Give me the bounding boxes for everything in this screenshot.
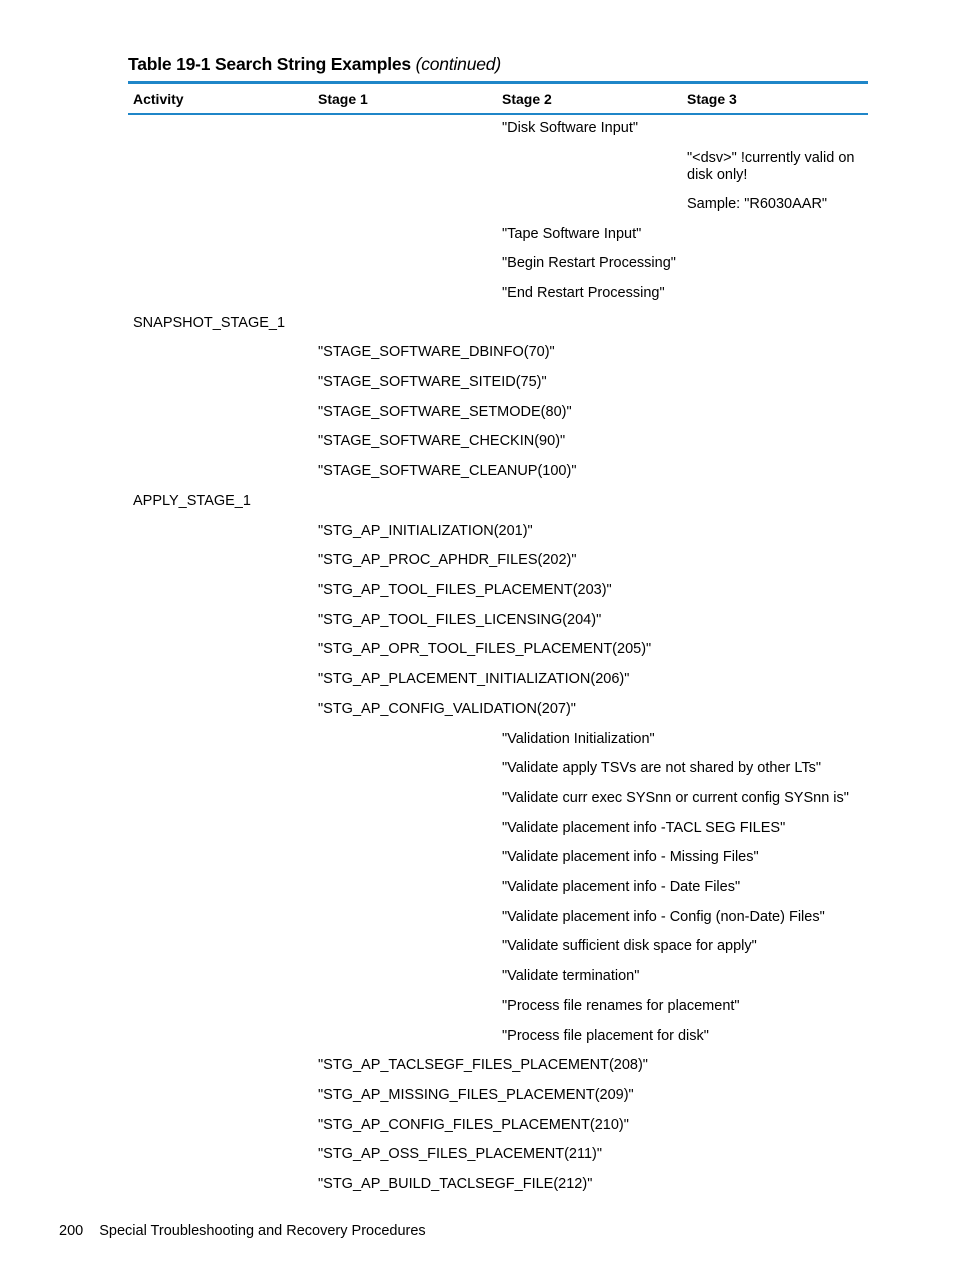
table-row: "Tape Software Input" (502, 226, 642, 242)
table-row: "Validate placement info - Date Files" (502, 879, 741, 895)
table-row: "Process file renames for placement" (502, 998, 740, 1014)
table-row: "STG_AP_CONFIG_VALIDATION(207)" (318, 701, 576, 717)
table-row: "STG_AP_BUILD_TACLSEGF_FILE(212)" (318, 1176, 593, 1192)
table-row: "Validate termination" (502, 968, 640, 984)
table-row: "Begin Restart Processing" (502, 255, 676, 271)
footer-section-title: Special Troubleshooting and Recovery Procedures (99, 1223, 426, 1239)
table-row: "Validate sufficient disk space for apply" (502, 938, 757, 954)
table-row: "Validate curr exec SYSnn or current config SYSnn is" (502, 790, 849, 806)
table-row: "STG_AP_INITIALIZATION(201)" (318, 523, 533, 539)
table-row: SNAPSHOT_STAGE_1 (133, 315, 286, 331)
table-row: "Validate placement info - Missing Files" (502, 849, 759, 865)
table-row: "STG_AP_TOOL_FILES_PLACEMENT(203)" (318, 582, 612, 598)
table-row: APPLY_STAGE_1 (133, 493, 251, 509)
table-row: "STG_AP_OPR_TOOL_FILES_PLACEMENT(205)" (318, 641, 652, 657)
table-header-rule (128, 113, 868, 115)
table-caption-continued: (continued) (415, 54, 501, 74)
table-row: Sample: "R6030AAR" (687, 196, 828, 212)
page-footer (59, 1223, 426, 1239)
table-row: "Validate placement info -TACL SEG FILES" (502, 820, 786, 836)
table-row: "STG_AP_CONFIG_FILES_PLACEMENT(210)" (318, 1117, 629, 1133)
column-header-stage-3: Stage 3 (687, 91, 737, 107)
table-row: "End Restart Processing" (502, 285, 665, 301)
table-row: "Validate placement info - Config (non-Date) Files" (502, 909, 825, 925)
table-row: "STAGE_SOFTWARE_CLEANUP(100)" (318, 463, 577, 479)
table-caption-label: Table 19-1 Search String Examples (128, 54, 411, 74)
table-row: "STG_AP_MISSING_FILES_PLACEMENT(209)" (318, 1087, 634, 1103)
table-row: "STAGE_SOFTWARE_SITEID(75)" (318, 374, 547, 390)
column-header-stage-1: Stage 1 (318, 91, 368, 107)
table-row: "Validate apply TSVs are not shared by other LTs" (502, 760, 821, 776)
table-row: "Disk Software Input" (502, 120, 639, 136)
column-header-activity: Activity (133, 91, 184, 107)
column-header-stage-2: Stage 2 (502, 91, 552, 107)
table-row: "STAGE_SOFTWARE_CHECKIN(90)" (318, 433, 566, 449)
table-row: "STAGE_SOFTWARE_SETMODE(80)" (318, 404, 572, 420)
table-row: "STG_AP_TOOL_FILES_LICENSING(204)" (318, 612, 602, 628)
table-row: "Validation Initialization" (502, 731, 655, 747)
table-row: "STG_AP_PLACEMENT_INITIALIZATION(206)" (318, 671, 630, 687)
table-row: "STG_AP_OSS_FILES_PLACEMENT(211)" (318, 1146, 603, 1162)
table-top-rule (128, 81, 868, 84)
table-row: "STG_AP_TACLSEGF_FILES_PLACEMENT(208)" (318, 1057, 648, 1073)
table-row: "Process file placement for disk" (502, 1028, 709, 1044)
table-row: "STG_AP_PROC_APHDR_FILES(202)" (318, 552, 577, 568)
page-number: 200 (59, 1223, 84, 1239)
table-row: "STAGE_SOFTWARE_DBINFO(70)" (318, 344, 555, 360)
table-row: "<dsv>" !currently valid on disk only! (687, 150, 855, 183)
table-caption (128, 54, 501, 75)
